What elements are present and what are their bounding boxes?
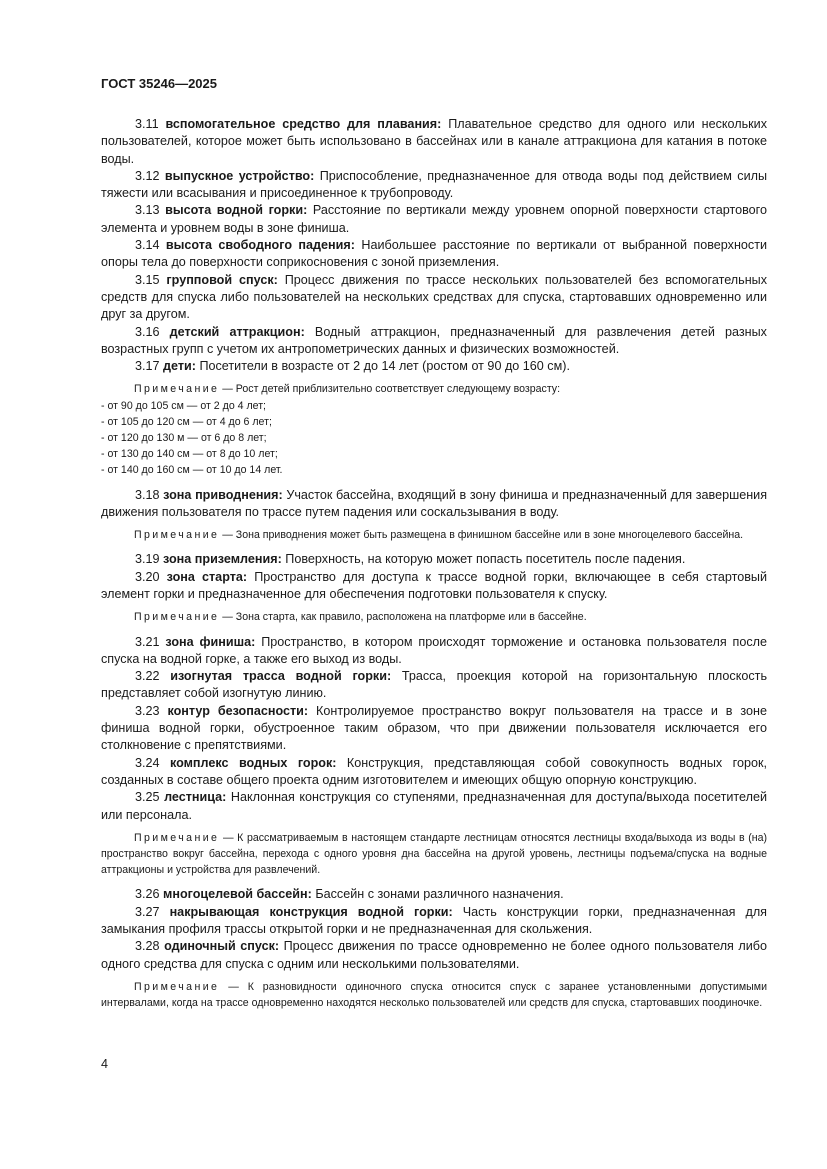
note-label: Примечание xyxy=(134,611,220,624)
definition-text: Часть конструкции горки, предназначенная для замыкания профиля трассы открытой горки и не предназначенная для скольжения. xyxy=(101,904,767,937)
definition-text: Бассейн с зонами различного назначения. xyxy=(311,887,564,902)
definition-number: 3.25 xyxy=(135,790,160,805)
note-list-item: - от 120 до 130 м — от 6 до 8 лет; xyxy=(101,432,267,445)
definition-text: Пространство, в котором происходят торможение и остановка пользователя после спуска на водной горке, а также его выход из воды. xyxy=(101,634,768,666)
definition-term: высота водной горки: xyxy=(165,203,308,218)
note-label: Примечание xyxy=(134,383,220,396)
definition-term: контур безопасности: xyxy=(167,703,309,718)
definition-term: групповой спуск: xyxy=(166,272,278,287)
definition-term: лестница: xyxy=(164,790,227,805)
note-paragraph xyxy=(101,979,767,1011)
definition-entry xyxy=(101,168,767,203)
definition-text: Водный аттракцион, предназначенный для развлечения детей разных возрастных групп с учетом их антропометрических данных и физических возможностей. xyxy=(101,324,767,356)
note-block xyxy=(101,609,767,625)
definition-entry xyxy=(101,551,767,568)
terms-content xyxy=(101,116,767,1019)
definition-term: дети: xyxy=(163,359,196,374)
definition-text: Трасса, проекция которой на горизонтальную плоскость представляет собой изогнутую линию. xyxy=(101,669,768,701)
definition-number: 3.23 xyxy=(135,703,160,718)
definition-term: детский аттракцион: xyxy=(169,324,305,339)
definition-term: выпускное устройство: xyxy=(164,168,315,183)
definition-number: 3.13 xyxy=(135,203,160,218)
definition-entry xyxy=(101,116,767,168)
note-list-item: - от 90 до 105 см — от 2 до 4 лет; xyxy=(101,399,267,412)
definition-term: многоцелевой бассейн: xyxy=(163,887,312,902)
note-list-item: - от 140 до 160 см — от 10 до 14 лет. xyxy=(101,464,283,477)
definition-number: 3.26 xyxy=(135,887,160,902)
definition-text: Расстояние по вертикали между уровнем опорной поверхности стартового элемента и уровнем воды в зоне финиша. xyxy=(101,203,767,235)
note-block xyxy=(101,979,767,1011)
definition-term: высота свободного падения: xyxy=(165,238,355,253)
note-block xyxy=(101,381,767,478)
note-paragraph xyxy=(101,609,767,625)
definition-text: Приспособление, предназначенное для отвода воды под действием силы тяжести или всасывания и присоединенное к трубопроводу. xyxy=(101,168,768,201)
definition-text: Поверхность, на которую может попасть посетитель после падения. xyxy=(281,552,686,567)
definition-entry xyxy=(101,904,767,939)
definition-term: накрывающая конструкция водной горки: xyxy=(169,904,453,919)
definition-number: 3.27 xyxy=(135,904,160,919)
page-number: 4 xyxy=(101,1057,109,1071)
definition-entry xyxy=(101,324,767,359)
definition-number: 3.20 xyxy=(135,569,160,584)
definition-entry xyxy=(101,668,767,703)
definition-entry xyxy=(101,237,767,272)
definition-entry xyxy=(101,358,767,375)
definition-term: комплекс водных горок: xyxy=(169,755,337,770)
definition-number: 3.22 xyxy=(135,669,160,684)
definition-number: 3.12 xyxy=(135,168,160,183)
definition-entry xyxy=(101,938,767,973)
definition-term: зона приводнения: xyxy=(163,487,283,502)
definition-number: 3.11 xyxy=(135,117,159,131)
note-block xyxy=(101,830,767,879)
standard-header: ГОСТ 35246—2025 xyxy=(101,76,217,91)
note-paragraph xyxy=(101,830,767,879)
definition-term: изогнутая трасса водной горки: xyxy=(170,669,392,684)
definition-entry xyxy=(101,886,767,903)
note-text: — Рост детей приблизительно соответствует следующему возрасту: xyxy=(219,383,561,396)
definition-text: Процесс движения по трассе одновременно не более одного пользователя либо одного средства для спуска с одним или несколькими пользователями. xyxy=(101,939,768,971)
definition-entry xyxy=(101,569,767,604)
definition-text: Участок бассейна, входящий в зону финиша и предназначенный для завершения движения пользователя по трассе путем падения или соскальзывания в воду. xyxy=(101,487,768,519)
definition-text: Конструкция, представляющая собой совокупность водных горок, созданных в составе общего проекта одним изготовителем и имеющих общую опорную конструкцию. xyxy=(101,755,767,787)
definition-text: Посетители в возрасте от 2 до 14 лет (ростом от 90 до 160 см). xyxy=(195,359,570,374)
definition-text: Контролируемое пространство вокруг пользователя на трассе и в зоне финиша водной горки, обустроенное таким образом, что при движении пользователя исключается его столкновение с препятствиями. xyxy=(101,703,767,753)
definition-number: 3.15 xyxy=(135,272,160,287)
definition-entry xyxy=(101,487,767,522)
definition-entry xyxy=(101,789,767,824)
note-paragraph xyxy=(101,527,767,543)
definition-text: Наклонная конструкция со ступенями, предназначенная для доступа/выхода посетителей или персонала. xyxy=(101,790,768,822)
definition-entry xyxy=(101,202,767,237)
note-list-item: - от 105 до 120 см — от 4 до 6 лет; xyxy=(101,415,272,428)
note-list-item: - от 130 до 140 см — от 8 до 10 лет; xyxy=(101,448,278,461)
definition-term: вспомогательное средство для плавания: xyxy=(165,117,442,131)
note-block xyxy=(101,527,767,543)
definition-text: Процесс движения по трассе нескольких пользователей без вспомогательных средств для спуска либо пользователей на нескольких средствах для спуска, стартовавших одновременно или друг за другом. xyxy=(101,272,767,322)
note-text: — К рассматриваемым в настоящем стандарте лестницам относятся лестницы входа/выхода из воды в (на) пространство вокруг бассейна, перехода с одного уровня дна бассейна на другой уровень, лестницы подъема/спуска на водные аттракционы и устройства для развлечений. xyxy=(101,831,767,877)
definition-number: 3.28 xyxy=(135,939,160,954)
note-label: Примечание xyxy=(134,831,220,844)
note-text: — Зона старта, как правило, расположена на платформе или в бассейне. xyxy=(219,611,587,624)
definition-number: 3.17 xyxy=(135,359,160,374)
definition-number: 3.14 xyxy=(135,238,160,253)
definition-number: 3.19 xyxy=(135,552,160,567)
definition-text: Наибольшее расстояние по вертикали от выбранной поверхности опоры тела до поверхности соприкосновения с зоной приземления. xyxy=(101,238,767,270)
definition-term: зона приземления: xyxy=(163,552,282,567)
definition-term: зона старта: xyxy=(166,569,248,584)
definition-entry xyxy=(101,634,767,669)
definition-number: 3.18 xyxy=(135,487,160,502)
note-label: Примечание xyxy=(134,980,220,993)
note-paragraph xyxy=(101,381,767,397)
definition-text: Пространство для доступа к трассе водной горки, включающее в себя стартовый элемент горки и предназначенное для обеспечения подготовки пользователя к спуску. xyxy=(101,569,767,602)
definition-term: зона финиша: xyxy=(165,634,256,649)
note-label: Примечание xyxy=(134,529,220,542)
definition-number: 3.21 xyxy=(135,634,160,649)
definition-entry xyxy=(101,703,767,755)
definition-text: Плавательное средство для одного или нескольких пользователей, которое может быть использовано в бассейнах или в канале аттракциона для катания в потоке воды. xyxy=(101,117,767,166)
note-text: — К разновидности одиночного спуска относится спуск с заранее установленными допустимыми интервалами, когда на трассе одновременно находятся несколько пользователей или средств для спуска, стартовавших поодиночке. xyxy=(101,980,767,1010)
definition-entry xyxy=(101,755,767,790)
definition-entry xyxy=(101,272,767,324)
definition-term: одиночный спуск: xyxy=(164,939,280,954)
note-text: — Зона приводнения может быть размещена в финишном бассейне или в зоне многоцелевого бассейна. xyxy=(219,529,744,542)
definition-number: 3.16 xyxy=(135,324,160,339)
definition-number: 3.24 xyxy=(135,755,160,770)
